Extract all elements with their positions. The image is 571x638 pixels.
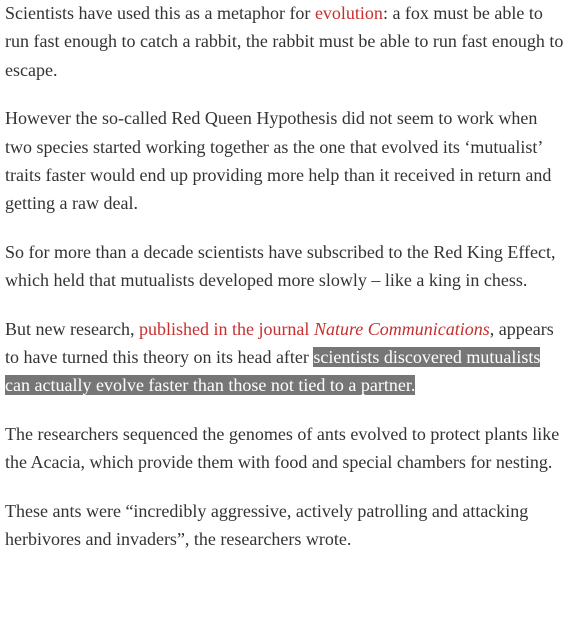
evolution-link[interactable]: evolution: [314, 3, 383, 23]
article-body: [5, 0, 565, 574]
nature-communications-link[interactable]: [139, 319, 490, 339]
paragraph-text: Scientists have used this as a metaphor for: [5, 3, 315, 23]
selected-text-highlight[interactable]: scientists discovered mutualists can actually evolve faster than those not tied to a partner.: [5, 347, 541, 396]
link-text: published in the journal: [138, 318, 314, 339]
paragraph-ant-genomes: The researchers sequenced the genomes of ants evolved to protect plants like the Acacia, which provide them with food and special chambers for nesting.: [5, 423, 560, 473]
paragraph-red-queen-hypothesis: However the so-called Red Queen Hypothesis did not seem to work when two species started working together as the one that evolved its ‘mutualist’ traits faster would end up providing more help than it received in return and getting a raw deal.: [5, 108, 552, 214]
journal-name: Nature Communications: [313, 318, 490, 339]
paragraph-fox-rabbit-metaphor: [5, 0, 565, 84]
paragraph-text: , appears to have turned this theory on its head after: [5, 318, 554, 368]
paragraph-aggressive-ants: These ants were “incredibly aggressive, actively patrolling and attacking herbivores and invaders”, the researchers wrote.: [5, 500, 529, 550]
paragraph-text: : a fox must be able to run fast enough to catch a rabbit, the rabbit must be able to run fast enough to escape.: [5, 3, 564, 80]
paragraph-red-king-effect: So for more than a decade scientists have subscribed to the Red King Effect, which held that mutualists developed more slowly – like a king in chess.: [5, 241, 556, 291]
paragraph-new-research: [5, 315, 565, 400]
paragraph-text: But new research,: [5, 318, 139, 339]
